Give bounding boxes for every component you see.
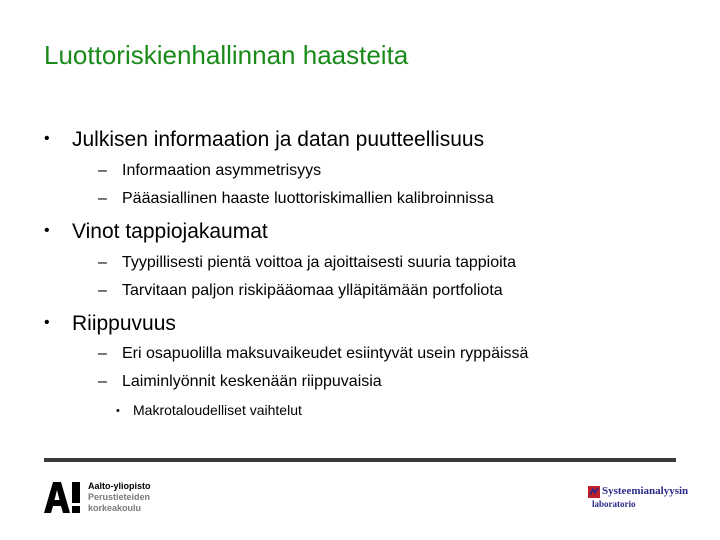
bullet-marker: •	[116, 405, 120, 417]
sal-logo	[588, 485, 689, 512]
sub-bullet-item	[98, 254, 516, 272]
sub-bullet-item	[98, 282, 503, 300]
sal-subtitle: laboratorio	[592, 499, 636, 509]
bullet-item-1	[44, 128, 484, 152]
bullet-marker: •	[44, 222, 50, 239]
sub-sub-bullet-item	[116, 402, 302, 418]
slide-title: Luottoriskienhallinnan haasteita	[44, 40, 409, 70]
dash-marker: –	[98, 190, 107, 207]
sub-bullet-text: Informaation asymmetrisyys	[122, 162, 322, 179]
bullet-marker: •	[44, 314, 50, 331]
dash-marker: –	[98, 282, 107, 299]
sub-bullet-text: Laiminlyönnit keskenään riippuvaisia	[122, 373, 382, 390]
bullet-item-2	[44, 220, 268, 244]
sal-name: Systeemianalyysin	[602, 485, 689, 497]
dash-marker: –	[98, 373, 107, 390]
bullet-item-3	[44, 312, 176, 336]
aalto-line-3: korkeakoulu	[88, 503, 142, 513]
sal-emblem-icon	[588, 486, 600, 498]
footer-divider	[44, 458, 676, 462]
sub-bullet-item	[98, 162, 321, 180]
bullet-text: Julkisen informaation ja datan puutteellisuus	[72, 128, 485, 151]
dash-marker: –	[98, 345, 107, 362]
aalto-line-1: Aalto-yliopisto	[88, 481, 151, 491]
sub-bullet-text: Pääasiallinen haaste luottoriskimallien kalibroinnissa	[122, 190, 494, 207]
sub-sub-bullet-text: Makrotaloudelliset vaihtelut	[133, 402, 302, 418]
sub-bullet-item	[98, 345, 528, 363]
sub-bullet-item	[98, 373, 382, 391]
aalto-a-exclamation-icon	[44, 480, 82, 514]
aalto-wordmark	[88, 481, 151, 514]
bullet-text: Riippuvuus	[72, 312, 176, 335]
sub-bullet-text: Tyypillisesti pientä voittoa ja ajoittaisesti suuria tappioita	[122, 254, 516, 271]
dash-marker: –	[98, 162, 107, 179]
dash-marker: –	[98, 254, 107, 271]
bullet-marker: •	[44, 130, 50, 147]
sub-bullet-item	[98, 190, 494, 208]
sub-bullet-text: Tarvitaan paljon riskipääomaa ylläpitämään portfoliota	[122, 282, 503, 299]
sub-bullet-text: Eri osapuolilla maksuvaikeudet esiintyvät usein ryppäissä	[122, 345, 529, 362]
bullet-text: Vinot tappiojakaumat	[72, 220, 268, 243]
aalto-line-2: Perustieteiden	[88, 492, 151, 502]
